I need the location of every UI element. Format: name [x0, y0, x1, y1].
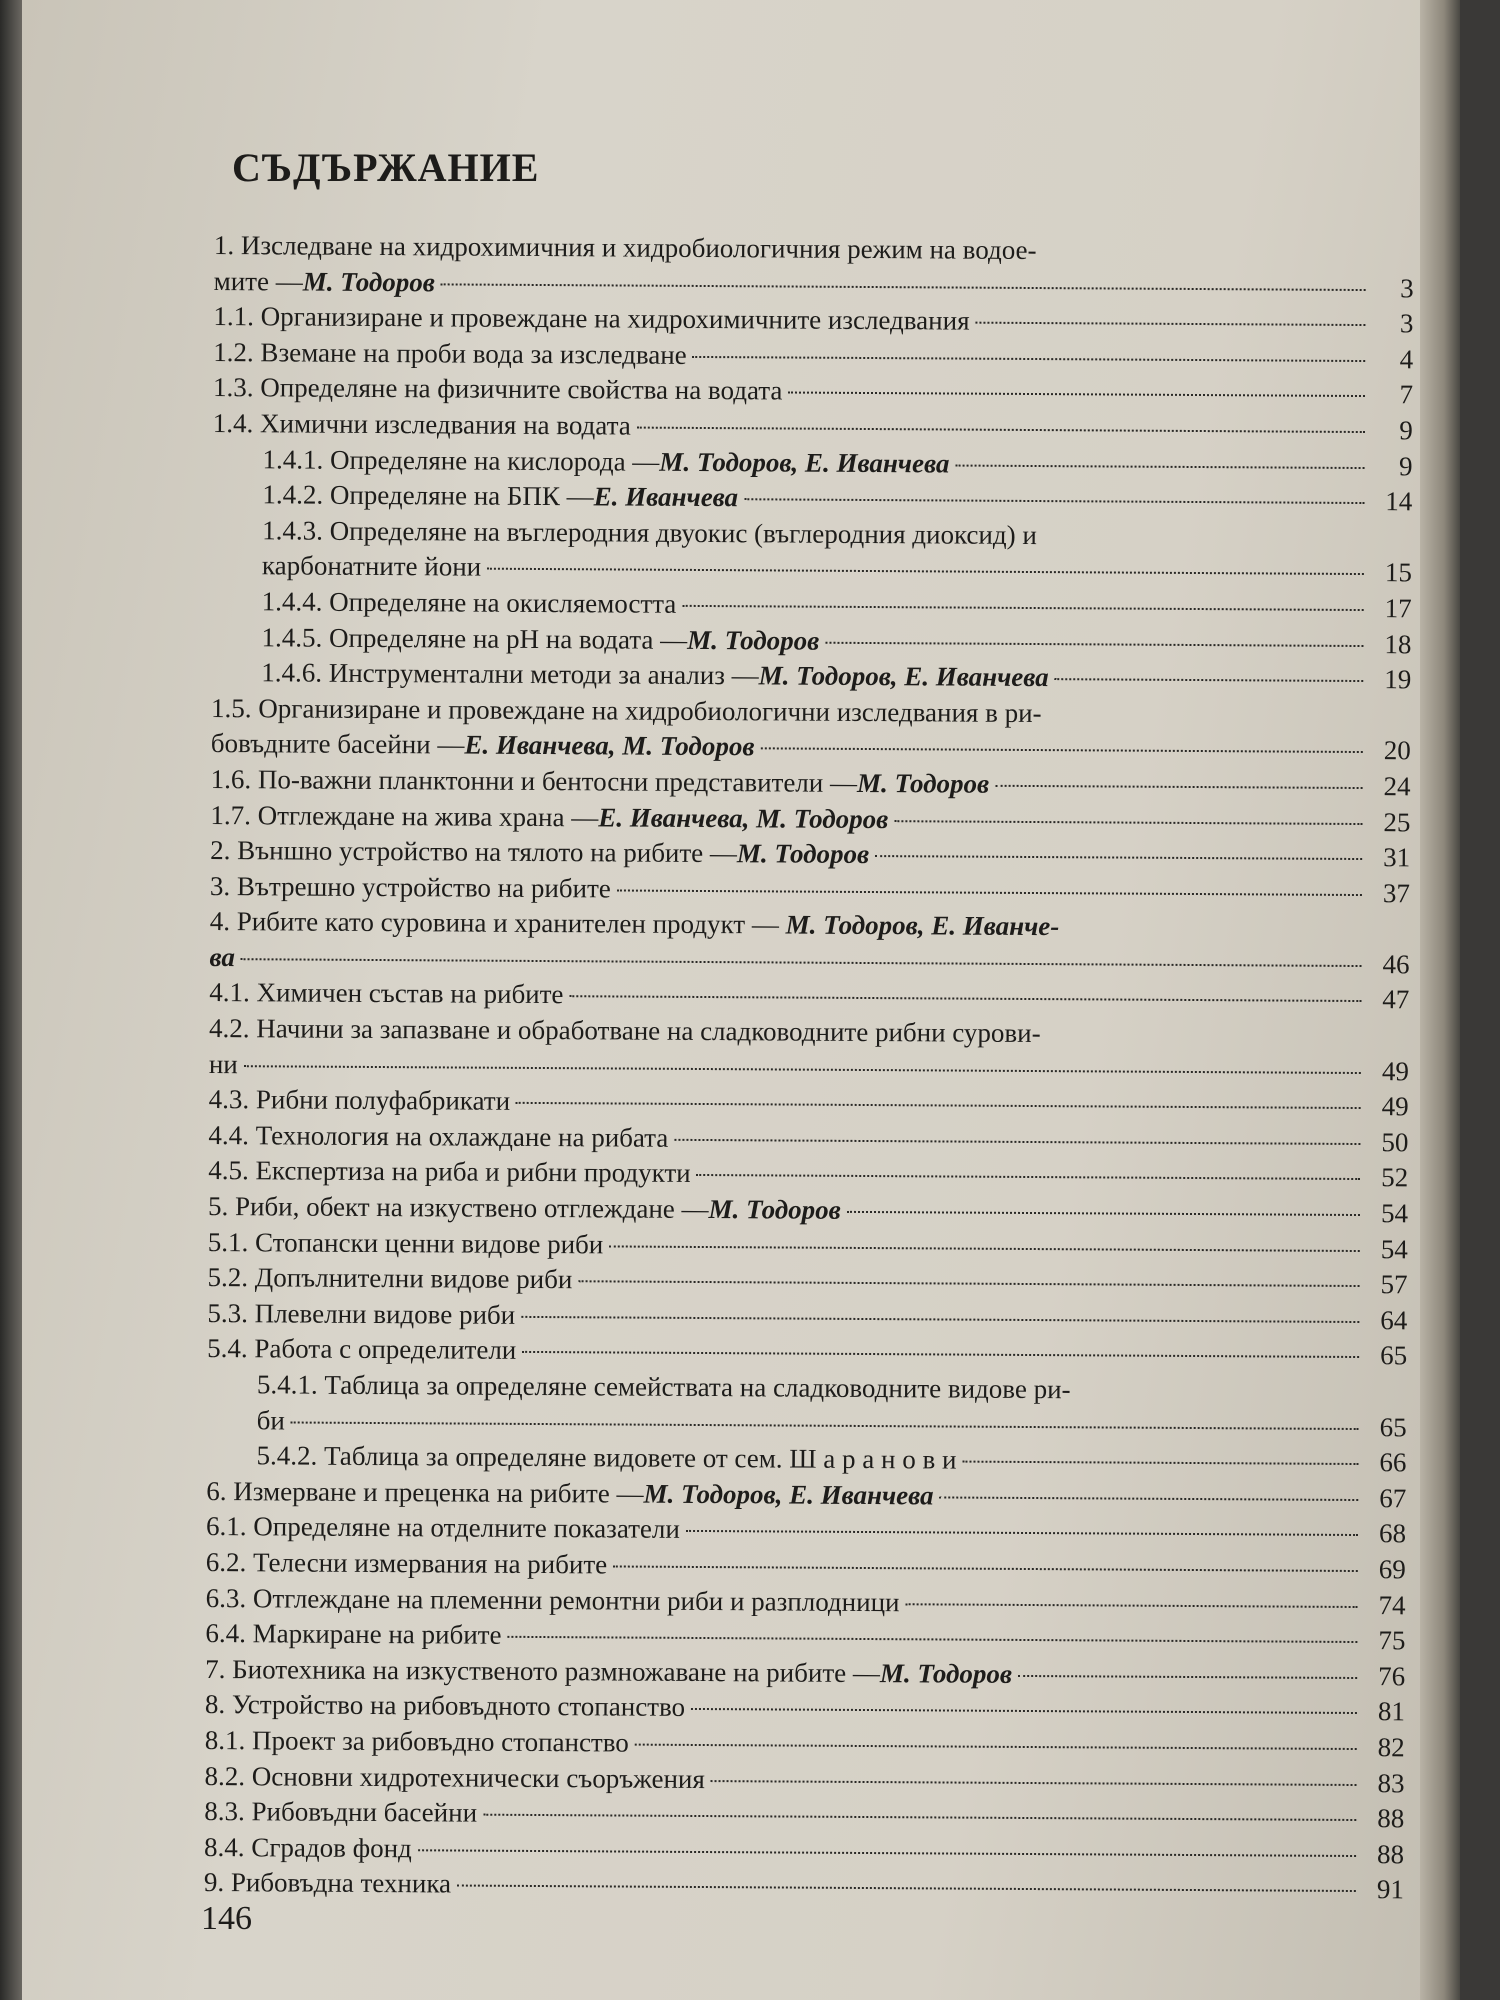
toc-entry-author: М. Тодоров: [879, 1657, 1013, 1689]
dot-leader: [697, 1174, 1361, 1180]
page-edge: [1420, 0, 1460, 2000]
toc-entry-title-cont: би: [256, 1404, 285, 1436]
dot-leader: [847, 1211, 1360, 1216]
toc-entry-page: 25: [1383, 806, 1411, 837]
toc-entry-title: 5.2. Допълнителни видове риби: [207, 1262, 573, 1295]
toc-entry-title: 8.2. Основни хидротехнически съоръжения: [204, 1760, 705, 1794]
toc-entry-title: 6.1. Определяне на отделните показатели: [205, 1511, 680, 1545]
toc-entry-title: 5.4.2. Таблица за определяне видовете от сем. Ш а р а н о в и: [256, 1440, 957, 1475]
dot-leader: [955, 464, 1364, 468]
toc-entry-page: 24: [1383, 771, 1411, 802]
toc-entry-page: 17: [1384, 593, 1412, 624]
dot-leader: [244, 1065, 1361, 1074]
toc-entry[interactable]: [204, 1865, 1404, 1908]
toc-entry-page: 64: [1380, 1304, 1408, 1336]
dot-leader: [674, 1139, 1360, 1145]
toc-entry-page: 81: [1377, 1696, 1406, 1727]
dot-leader: [760, 748, 1362, 754]
page-number: 146: [201, 1900, 252, 1937]
toc-entry-title: 8.4. Сградов фонд: [204, 1831, 412, 1863]
toc-entry-title: 1.1. Организиране и провеждане на хидрохимичните изследвания: [213, 301, 970, 336]
dot-leader: [995, 785, 1362, 789]
toc-entry-page: 9: [1398, 450, 1413, 481]
toc-entry-author: М. Тодоров: [708, 1194, 841, 1225]
dot-leader: [635, 1744, 1357, 1750]
toc-entry-title: 4. Рибите като суровина и хранителен продукт —: [209, 906, 786, 940]
dot-leader: [906, 1603, 1358, 1608]
toc-entry-title: 1.4.1. Определяне на кислорода —: [262, 443, 660, 477]
dot-leader: [976, 322, 1366, 326]
book-spine: [0, 0, 22, 2000]
toc-entry-title: 2. Външно устройство на тялото на рибите —: [210, 835, 738, 869]
dot-leader: [637, 427, 1365, 433]
dot-leader: [693, 356, 1366, 362]
toc-entry-author: М. Тодоров: [302, 266, 435, 297]
toc-entry-page: 52: [1381, 1162, 1409, 1193]
toc-entry-title: 1.4.3. Определяне на въглеродния двуокис (въглеродния диоксид) и: [262, 515, 1037, 550]
dot-leader: [1018, 1675, 1357, 1679]
dot-leader: [521, 1316, 1359, 1323]
dot-leader: [569, 996, 1361, 1003]
toc-entry-page: 65: [1380, 1340, 1408, 1371]
toc-entry-title: 6. Измерване и преценка на рибите —: [206, 1475, 644, 1509]
toc-entry-title: 9. Рибовъдна техника: [203, 1867, 452, 1899]
toc-entry-page: 3: [1400, 272, 1414, 303]
dot-leader: [609, 1245, 1360, 1252]
toc-entry-page: 18: [1384, 628, 1412, 659]
toc-entry-title: 4.3. Рибни полуфабрикати: [208, 1084, 511, 1117]
toc-entry-title: 4.4. Технология на охлаждане на рибата: [208, 1119, 669, 1153]
toc-entry-page: 37: [1382, 877, 1411, 909]
toc-entry-title: 8. Устройство на рибовъдното стопанство: [204, 1689, 686, 1723]
toc-entry-page: 82: [1377, 1732, 1405, 1763]
toc-entry-title: 1.4.5. Определяне на pH на водата —: [261, 621, 688, 655]
toc-entry[interactable]: [214, 228, 1414, 307]
dot-leader: [691, 1708, 1357, 1714]
page-title: СЪДЪРЖАНИЕ: [232, 145, 540, 190]
toc-entry-page: 67: [1379, 1482, 1407, 1514]
toc-entry-author: М. Тодоров, Е. Иванчева: [643, 1478, 934, 1511]
toc-entry-title: 4.2. Начини за запазване и обработване на сладководните рибни сурови-: [209, 1013, 1041, 1049]
toc-entry-title: 1.2. Вземане на проби вода за изследване: [213, 336, 687, 370]
toc-entry-title: 1.4. Химични изследвания на водата: [212, 407, 631, 441]
toc-entry-page: 57: [1380, 1269, 1408, 1300]
toc-entry-page: 20: [1383, 735, 1411, 766]
dot-leader: [875, 855, 1362, 860]
dot-leader: [578, 1280, 1359, 1287]
dot-leader: [507, 1636, 1357, 1643]
toc-entry-title: 4.1. Химичен състав на рибите: [209, 977, 564, 1010]
toc-entry-title: 6.3. Отглеждане на племенни ремонтни риби и разплодници: [205, 1582, 900, 1617]
dot-leader: [711, 1780, 1357, 1786]
table-of-contents: [204, 228, 1414, 1908]
toc-entry-author: М. Тодоров, Е. Иванчева: [758, 660, 1049, 693]
toc-entry-author: М. Тодоров: [736, 838, 870, 870]
toc-entry-author: Е. Иванчева, М. Тодоров: [464, 729, 755, 762]
toc-entry-author: М. Тодоров, Е. Иванче-: [785, 909, 1060, 942]
dot-leader: [894, 820, 1362, 825]
toc-entry-page: 91: [1376, 1874, 1404, 1905]
toc-entry-page: 3: [1399, 308, 1414, 339]
toc-entry-author: Е. Иванчева: [593, 481, 739, 513]
toc-entry-title: 4.5. Експертиза на риба и рибни продукти: [208, 1155, 691, 1189]
toc-entry-title: 8.3. Рибовъдни басейни: [204, 1796, 478, 1828]
toc-entry[interactable]: [207, 1367, 1407, 1446]
dot-leader: [487, 568, 1364, 575]
toc-entry-page: 69: [1378, 1554, 1406, 1585]
toc-entry-title: 1. Изследване на хидрохимичния и хидробиологичния режим на водое-: [213, 229, 1037, 266]
toc-entry-title-cont: бовъдните басейни —: [210, 728, 465, 760]
toc-entry-page: 19: [1384, 664, 1412, 695]
toc-entry-page: 4: [1399, 344, 1414, 375]
dot-leader: [418, 1849, 1356, 1857]
toc-entry-page: 49: [1381, 1091, 1409, 1122]
dot-leader: [940, 1496, 1359, 1501]
toc-entry-page: 65: [1379, 1411, 1407, 1442]
toc-entry-page: 83: [1377, 1767, 1405, 1798]
toc-entry-page: 68: [1378, 1518, 1407, 1549]
toc-entry-title: 1.6. По-важни планктонни и бентосни представители —: [210, 763, 858, 798]
dot-leader: [522, 1351, 1359, 1358]
toc-entry-page: 54: [1380, 1198, 1409, 1229]
dot-leader: [686, 1530, 1358, 1536]
toc-entry-page: 7: [1399, 379, 1414, 410]
toc-entry-line: [210, 904, 1410, 947]
toc-entry-page: 75: [1378, 1625, 1406, 1656]
dot-leader: [617, 889, 1362, 896]
toc-entry-title-cont: карбонатните йони: [261, 550, 482, 582]
toc-entry-title: 1.3. Определяне на физичните свойства на водата: [212, 372, 783, 406]
toc-entry-page: 14: [1385, 486, 1413, 517]
dot-leader: [457, 1885, 1356, 1892]
dot-leader: [962, 1461, 1358, 1465]
toc-entry-page: 54: [1380, 1233, 1408, 1264]
toc-entry-page: 76: [1378, 1660, 1406, 1692]
toc-entry-title: 1.4.6. Инструментални методи за анализ —: [261, 657, 759, 691]
toc-entry-line: [209, 1011, 1409, 1054]
toc-entry-title: 5.4. Работа с определители: [207, 1333, 517, 1366]
toc-entry-page: 46: [1382, 949, 1410, 980]
toc-entry-title: 6.4. Маркиране на рибите: [205, 1618, 502, 1650]
toc-entry-page: 31: [1383, 842, 1411, 873]
dot-leader: [613, 1565, 1358, 1572]
toc-entry-page: 88: [1376, 1838, 1405, 1870]
dot-leader: [483, 1814, 1356, 1821]
toc-entry-title: 8.1. Проект за рибовъдно стопанство: [204, 1724, 629, 1758]
toc-entry-line: [257, 1367, 1407, 1410]
toc-entry-author: Е. Иванчева, М. Тодоров: [598, 801, 889, 834]
dot-leader: [682, 605, 1363, 611]
dot-leader: [1055, 678, 1364, 682]
toc-entry-title: 5.4.1. Таблица за определяне семействата на сладководните видове ри-: [256, 1369, 1071, 1405]
toc-entry-title: 3. Вътрешно устройство на рибите: [209, 870, 611, 904]
toc-entry[interactable]: [209, 1011, 1409, 1090]
toc-entry-title: 1.7. Отглеждане на жива храна —: [210, 799, 599, 832]
toc-entry-title-cont: ни: [208, 1048, 238, 1079]
dot-leader: [825, 641, 1363, 646]
toc-entry-page: 88: [1377, 1803, 1405, 1834]
dot-leader: [441, 283, 1366, 291]
toc-entry-title: 1.4.2. Определяне на БПК —: [262, 479, 594, 512]
toc-entry-author: М. Тодоров: [856, 767, 990, 799]
dot-leader: [744, 498, 1364, 504]
toc-entry-title: 5.3. Плевелни видове риби: [207, 1297, 516, 1330]
toc-entry-author: М. Тодоров, Е. Иванчева: [659, 446, 950, 479]
toc-entry-title: 1.4.4. Определяне на окисляемостта: [261, 586, 677, 619]
toc-entry-page: 66: [1379, 1447, 1407, 1478]
toc-entry-page: 9: [1399, 415, 1413, 446]
dot-leader: [516, 1102, 1361, 1109]
toc-entry-page: 15: [1384, 557, 1413, 588]
toc-entry-title: 6.2. Телесни измервания на рибите: [205, 1546, 608, 1580]
toc-entry-title: 1.5. Организиране и провеждане на хидробиологични изследвания в ри-: [210, 692, 1042, 728]
toc-entry-author: М. Тодоров: [687, 624, 820, 656]
toc-entry-page: 49: [1381, 1055, 1409, 1086]
toc-entry[interactable]: [209, 904, 1409, 983]
toc-entry-page: 50: [1381, 1126, 1409, 1158]
toc-entry-title: 5.1. Стопански ценни видове риби: [207, 1226, 604, 1260]
toc-entry-page: 74: [1378, 1589, 1406, 1620]
toc-entry[interactable]: [212, 513, 1412, 592]
toc-entry[interactable]: [211, 691, 1411, 770]
dot-leader: [788, 392, 1365, 398]
toc-entry-title: 5. Риби, обект на изкуствено отглеждане —: [207, 1191, 709, 1225]
toc-entry-author: ва: [209, 941, 236, 973]
toc-entry-title-cont: мите —: [213, 265, 303, 297]
toc-entry-title: 7. Биотехника на изкуственото размножаване на рибите —: [205, 1653, 881, 1688]
dot-leader: [241, 958, 1362, 967]
toc-entry-page: 47: [1382, 984, 1410, 1015]
dot-leader: [291, 1421, 1359, 1430]
